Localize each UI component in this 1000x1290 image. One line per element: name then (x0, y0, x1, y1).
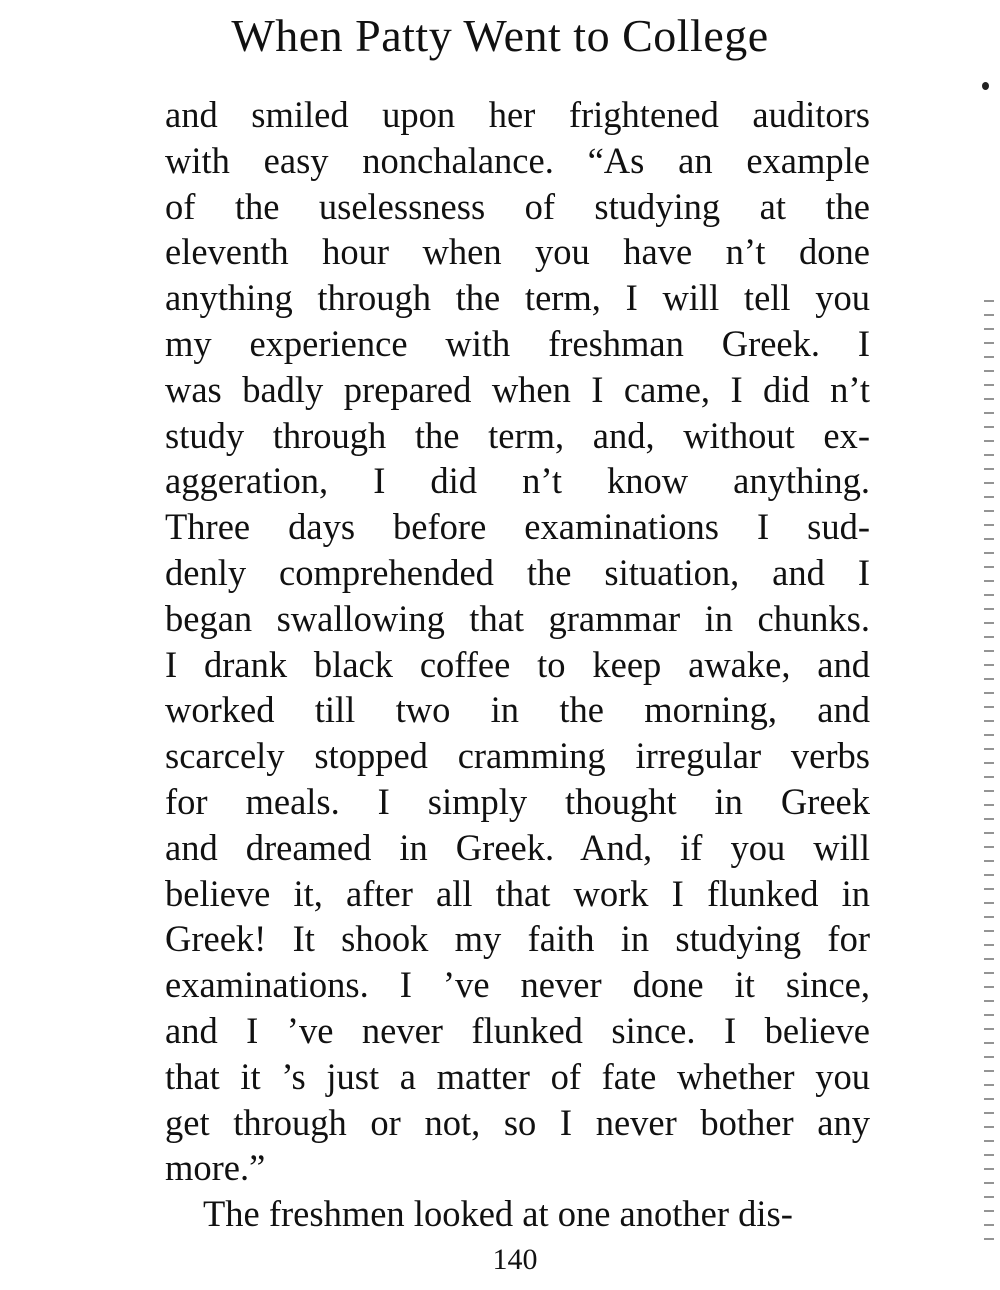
text-line: denly comprehended the situation, and I (165, 551, 870, 593)
page-number: 140 (492, 1243, 538, 1276)
text-line: anything through the term, I will tell you (165, 277, 870, 319)
text-line: more.” (165, 1147, 266, 1189)
text-line: and I ’ve never flunked since. I believe (165, 1009, 870, 1051)
text-line: I drank black coffee to keep awake, and (165, 643, 870, 685)
text-line: of the uselessness of studying at the (165, 185, 870, 227)
paragraph-start-line: The freshmen looked at one another dis- (203, 1193, 793, 1235)
text-line: worked till two in the morning, and (165, 689, 870, 731)
text-line: that it ’s just a matter of fate whether you (165, 1055, 870, 1097)
text-line: scarcely stopped cramming irregular verbs (165, 735, 870, 777)
text-line: get through or not, so I never bother any (165, 1101, 870, 1143)
text-line: for meals. I simply thought in Greek (165, 780, 870, 822)
text-line: and dreamed in Greek. And, if you will (165, 826, 870, 868)
body-text (165, 92, 870, 1237)
scan-edge-marks (984, 300, 994, 1240)
text-line: with easy nonchalance. “As an example (165, 139, 870, 181)
text-line: examinations. I ’ve never done it since, (165, 964, 870, 1006)
text-line: Greek! It shook my faith in studying for (165, 918, 870, 960)
text-line: was badly prepared when I came, I did n’t (165, 368, 870, 410)
text-line: Three days before examinations I sud- (165, 506, 870, 548)
running-head-title: When Patty Went to College (231, 10, 769, 61)
text-line: study through the term, and, without ex- (165, 414, 870, 456)
text-line: began swallowing that grammar in chunks. (165, 597, 870, 639)
text-line: aggeration, I did n’t know anything. (165, 460, 870, 502)
text-line: eleventh hour when you have n’t done (165, 231, 870, 273)
scan-speck (982, 82, 989, 90)
text-line: my experience with freshman Greek. I (165, 322, 870, 364)
text-line: and smiled upon her frightened auditors (165, 94, 870, 135)
text-line: believe it, after all that work I flunked in (165, 872, 870, 914)
